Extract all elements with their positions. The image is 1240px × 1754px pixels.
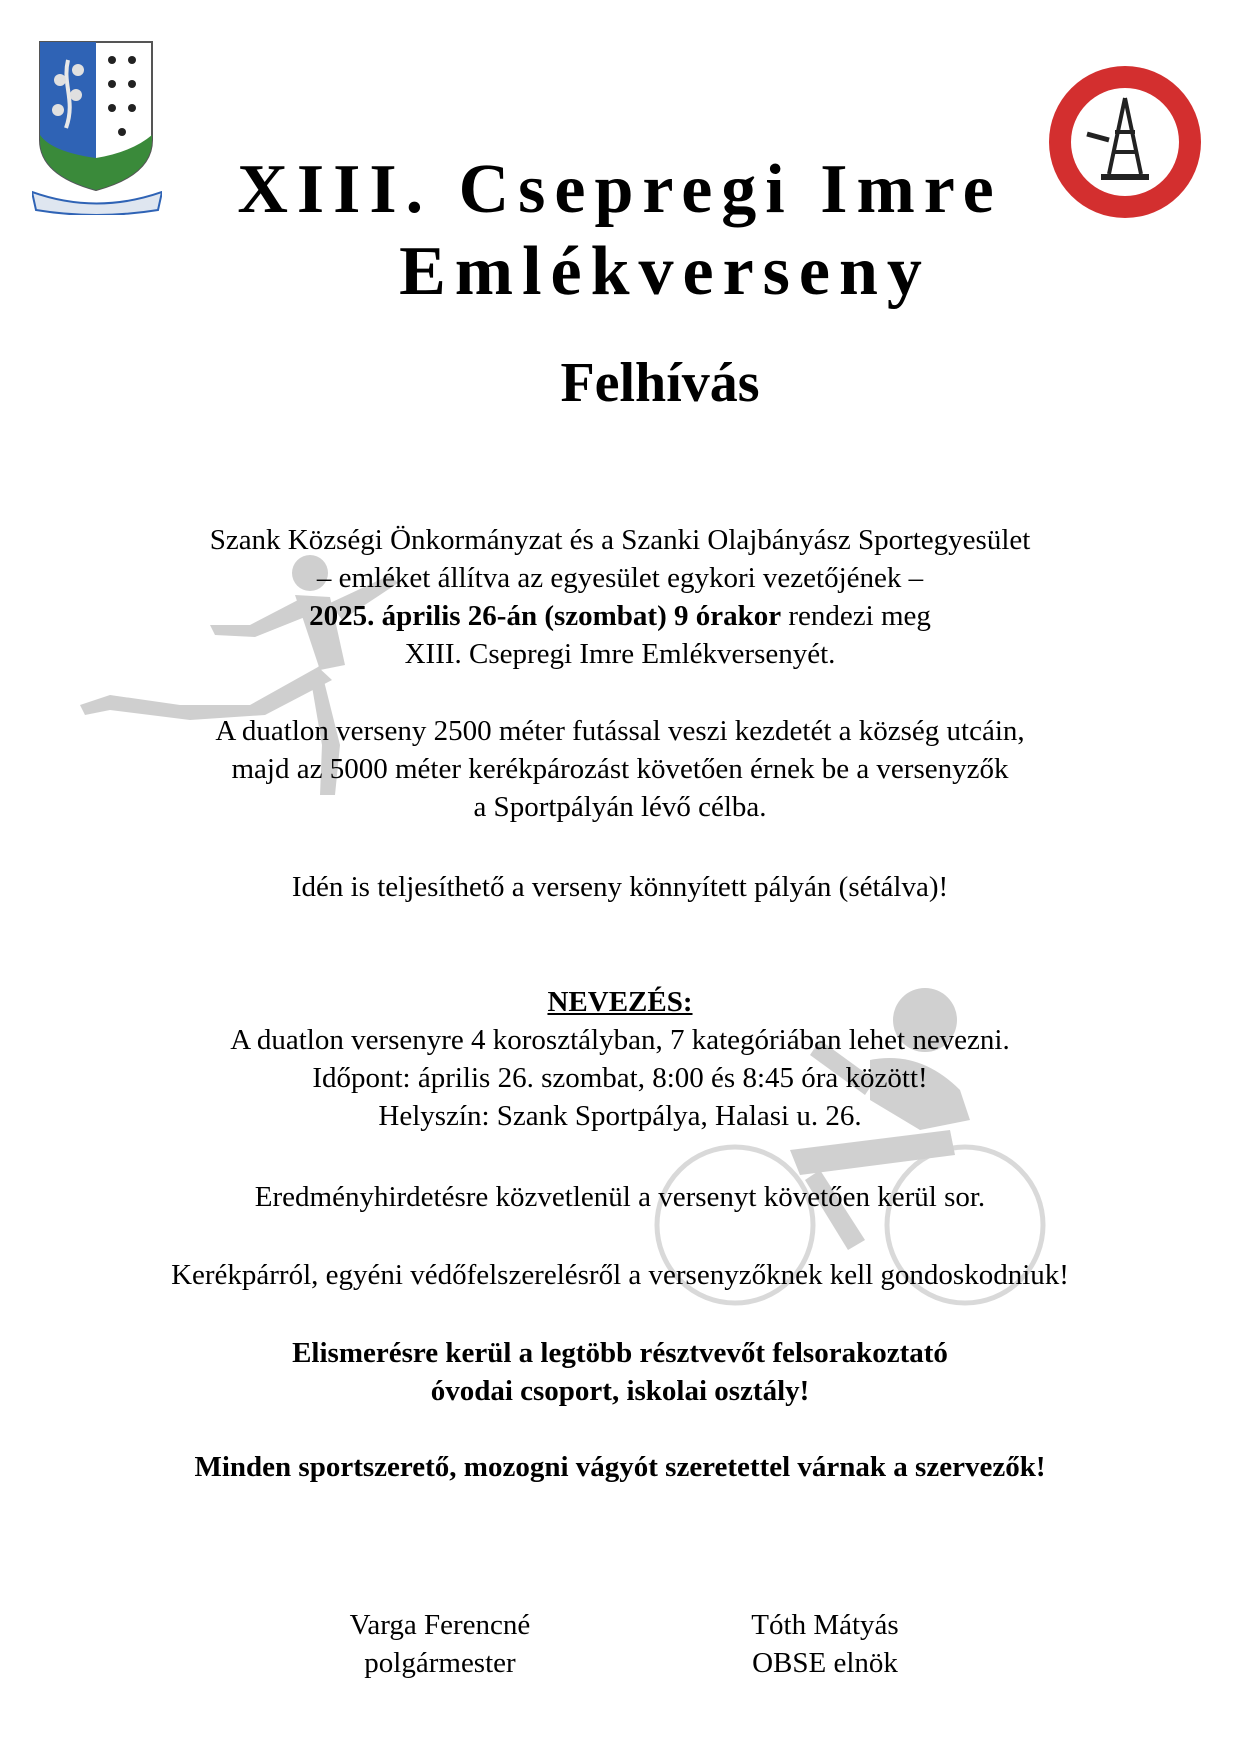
signature-role: OBSE elnök — [752, 1647, 898, 1679]
route-paragraph — [0, 712, 1240, 826]
intro-paragraph — [0, 521, 1240, 673]
invitation-note: Minden sportszerető, mozogni vágyót szeretettel várnak a szervezők! — [194, 1451, 1046, 1483]
route-line: A duatlon verseny 2500 méter futással veszi kezdetét a község utcáin, — [215, 715, 1025, 747]
results-note: Eredményhirdetésre közvetlenül a versenyt követően kerül sor. — [254, 1181, 986, 1213]
signature-club-president — [725, 1606, 925, 1682]
event-date: 2025. április 26-án (szombat) 9 órakor — [309, 600, 782, 632]
registration-section — [0, 983, 1240, 1135]
registration-line: A duatlon versenyre 4 korosztályban, 7 kategóriában lehet nevezni. — [230, 1024, 1010, 1056]
village-crest — [32, 40, 162, 215]
recognition-line: Elismerésre kerül a legtöbb résztvevőt felsorakoztató — [292, 1337, 948, 1369]
intro-line: XIII. Csepregi Imre Emlékversenyét. — [404, 638, 836, 670]
page-subtitle: Felhívás — [560, 352, 760, 414]
registration-line: Helyszín: Szank Sportpálya, Halasi u. 26. — [378, 1100, 862, 1132]
page-title-line1: XIII. Csepregi Imre — [237, 151, 1003, 228]
route-line: a Sportpályán lévő célba. — [473, 791, 767, 823]
signature-name: Varga Ferencné — [349, 1609, 531, 1641]
intro-line: – emléket állítva az egyesület egykori vezetőjének – — [316, 562, 924, 594]
intro-line: Szank Községi Önkormányzat és a Szanki Olajbányász Sportegyesület — [209, 524, 1031, 556]
signature-mayor — [325, 1606, 555, 1682]
registration-line: Időpont: április 26. szombat, 8:00 és 8:45 óra között! — [312, 1062, 928, 1094]
recognition-line: óvodai csoport, iskolai osztály! — [430, 1375, 810, 1407]
intro-date-line: 2025. április 26-án (szombat) 9 órakor rendezi meg — [309, 600, 931, 632]
signature-name: Tóth Mátyás — [751, 1609, 899, 1641]
walking-note: Idén is teljesíthető a verseny könnyített pályán (sétálva)! — [291, 871, 949, 903]
equipment-note: Kerékpárról, egyéni védőfelszerelésről a versenyzőknek kell gondoskodniuk! — [171, 1259, 1069, 1291]
recognition-note — [0, 1334, 1240, 1410]
route-line: majd az 5000 méter kerékpározást követően érnek be a versenyzők — [231, 753, 1009, 785]
signature-role: polgármester — [364, 1647, 516, 1679]
registration-heading: NEVEZÉS: — [547, 986, 693, 1018]
page-title-line2: Emlékverseny — [399, 233, 931, 310]
